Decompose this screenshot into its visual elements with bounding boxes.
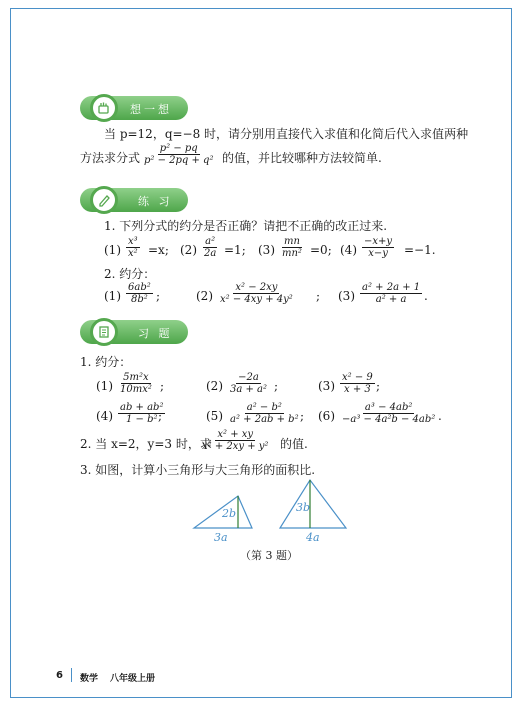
section-header-think	[80, 96, 188, 120]
small-height-label: 2b	[222, 507, 237, 520]
exercise-q1: 1. 约分：	[80, 355, 132, 369]
item-fraction	[126, 282, 153, 305]
item-number: (1)	[96, 379, 113, 393]
fraction-denominator: a² + 2ab + b²	[230, 414, 299, 425]
item-end: ;	[300, 409, 305, 423]
item-end: ;	[156, 289, 161, 303]
fraction-numerator: x² − 9	[342, 372, 373, 383]
item-number: (1)	[104, 243, 121, 257]
exercise-q3: 3. 如图，计算小三角形与大三角形的面积比.	[80, 463, 316, 477]
fraction-denominator: x−y	[368, 248, 388, 259]
item-end: ;	[160, 379, 165, 393]
item-fraction	[340, 402, 437, 425]
item-end: ;	[376, 379, 381, 393]
item-number: (5)	[206, 409, 223, 423]
fraction-numerator: −2a	[238, 372, 259, 383]
item-fraction	[126, 236, 140, 259]
exercise-q2b: 的值.	[280, 437, 308, 451]
fraction-denominator: a² + a	[375, 294, 407, 305]
exercise-q2-fraction	[200, 429, 270, 452]
fraction-denominator: 2a	[204, 248, 217, 259]
item-number: (3)	[338, 289, 355, 303]
fraction-denominator: −a³ − 4a²b − 4ab²	[342, 414, 436, 425]
item-number: (3)	[258, 243, 275, 257]
exercise-q2a: 2. 当 x=2，y=3 时，求	[80, 437, 212, 451]
item-fraction	[340, 372, 375, 395]
item-end: ;	[316, 289, 321, 303]
fraction-denominator: x²	[128, 248, 138, 259]
item-number: (3)	[318, 379, 335, 393]
item-end: .	[438, 409, 442, 423]
fraction-numerator: x² − 2xy	[235, 282, 278, 293]
item-result: =1;	[224, 243, 246, 257]
item-fraction	[228, 402, 301, 425]
item-fraction	[362, 236, 394, 259]
item-end: ;	[274, 379, 279, 393]
think-line-2b: 的值，并比较哪种方法较简单.	[222, 151, 382, 165]
practice-q1: 1. 下列分式的约分是否正确？请把不正确的改正过来.	[104, 219, 388, 233]
practice-q2: 2. 约分：	[104, 267, 156, 281]
pencil-icon	[90, 186, 118, 214]
item-number: (2)	[180, 243, 197, 257]
fraction-denominator: 1 − b²	[125, 414, 158, 425]
fraction-numerator: x³	[128, 236, 138, 247]
page-number: 6	[56, 670, 63, 681]
fraction-numerator: a² + 2a + 1	[362, 282, 421, 293]
hand-icon	[90, 94, 118, 122]
fraction-denominator: 3a + a²	[230, 384, 268, 395]
item-result: =x;	[148, 243, 169, 257]
item-fraction	[202, 236, 218, 259]
figure-caption: （第 3 题）	[240, 549, 298, 562]
footer-subject: 数学	[80, 674, 99, 684]
fraction-numerator: 6ab²	[128, 282, 151, 293]
fraction-numerator: x² + xy	[217, 429, 254, 440]
section-label: 习 题	[138, 327, 173, 340]
item-number: (6)	[318, 409, 335, 423]
fraction-numerator: a³ − 4ab²	[364, 402, 413, 413]
fraction-numerator: −x+y	[364, 236, 393, 247]
section-label: 想一想	[130, 103, 172, 116]
item-number: (4)	[96, 409, 113, 423]
think-fraction	[142, 143, 215, 166]
fraction-denominator: 10mx²	[120, 384, 152, 395]
item-end: ;	[158, 409, 163, 423]
item-result: =−1.	[404, 243, 436, 257]
fraction-numerator: ab + ab²	[120, 402, 164, 413]
item-number: (1)	[104, 289, 121, 303]
fraction-numerator: 5m²x	[123, 372, 149, 383]
item-number: (4)	[340, 243, 357, 257]
section-header-exercise	[80, 320, 188, 344]
notebook-icon	[90, 318, 118, 346]
item-end: .	[424, 289, 428, 303]
section-label: 练 习	[138, 195, 173, 208]
item-fraction	[280, 236, 304, 259]
triangle-figure	[180, 478, 360, 546]
fraction-numerator: mn	[284, 236, 300, 247]
footer-grade: 八年级上册	[110, 674, 156, 684]
fraction-denominator: mn²	[282, 248, 302, 259]
fraction-denominator: p² − 2pq + q²	[144, 155, 214, 166]
item-result: =0;	[310, 243, 332, 257]
section-header-practice	[80, 188, 188, 212]
item-fraction	[218, 282, 295, 305]
footer-divider	[71, 668, 72, 682]
fraction-denominator: x² − 4xy + 4y²	[220, 294, 293, 305]
think-line-1: 当 p=12，q=−8 时，请分别用直接代入求值和化简后代入求值两种	[104, 127, 469, 141]
item-number: (2)	[196, 289, 213, 303]
think-line-2a: 方法求分式	[80, 151, 141, 165]
big-triangle	[280, 480, 346, 528]
item-fraction	[228, 372, 269, 395]
item-fraction	[118, 372, 154, 395]
big-base-label: 4a	[306, 531, 320, 544]
item-fraction	[360, 282, 422, 305]
fraction-numerator: a²	[205, 236, 216, 247]
fraction-numerator: a² − b²	[246, 402, 282, 413]
fraction-denominator: x² + 2xy + y²	[202, 441, 269, 452]
fraction-denominator: 8b²	[130, 294, 148, 305]
item-number: (2)	[206, 379, 223, 393]
small-base-label: 3a	[214, 531, 228, 544]
big-height-label: 3b	[296, 501, 311, 514]
fraction-numerator: p² − pq	[159, 143, 198, 154]
fraction-denominator: x + 3	[344, 384, 371, 395]
